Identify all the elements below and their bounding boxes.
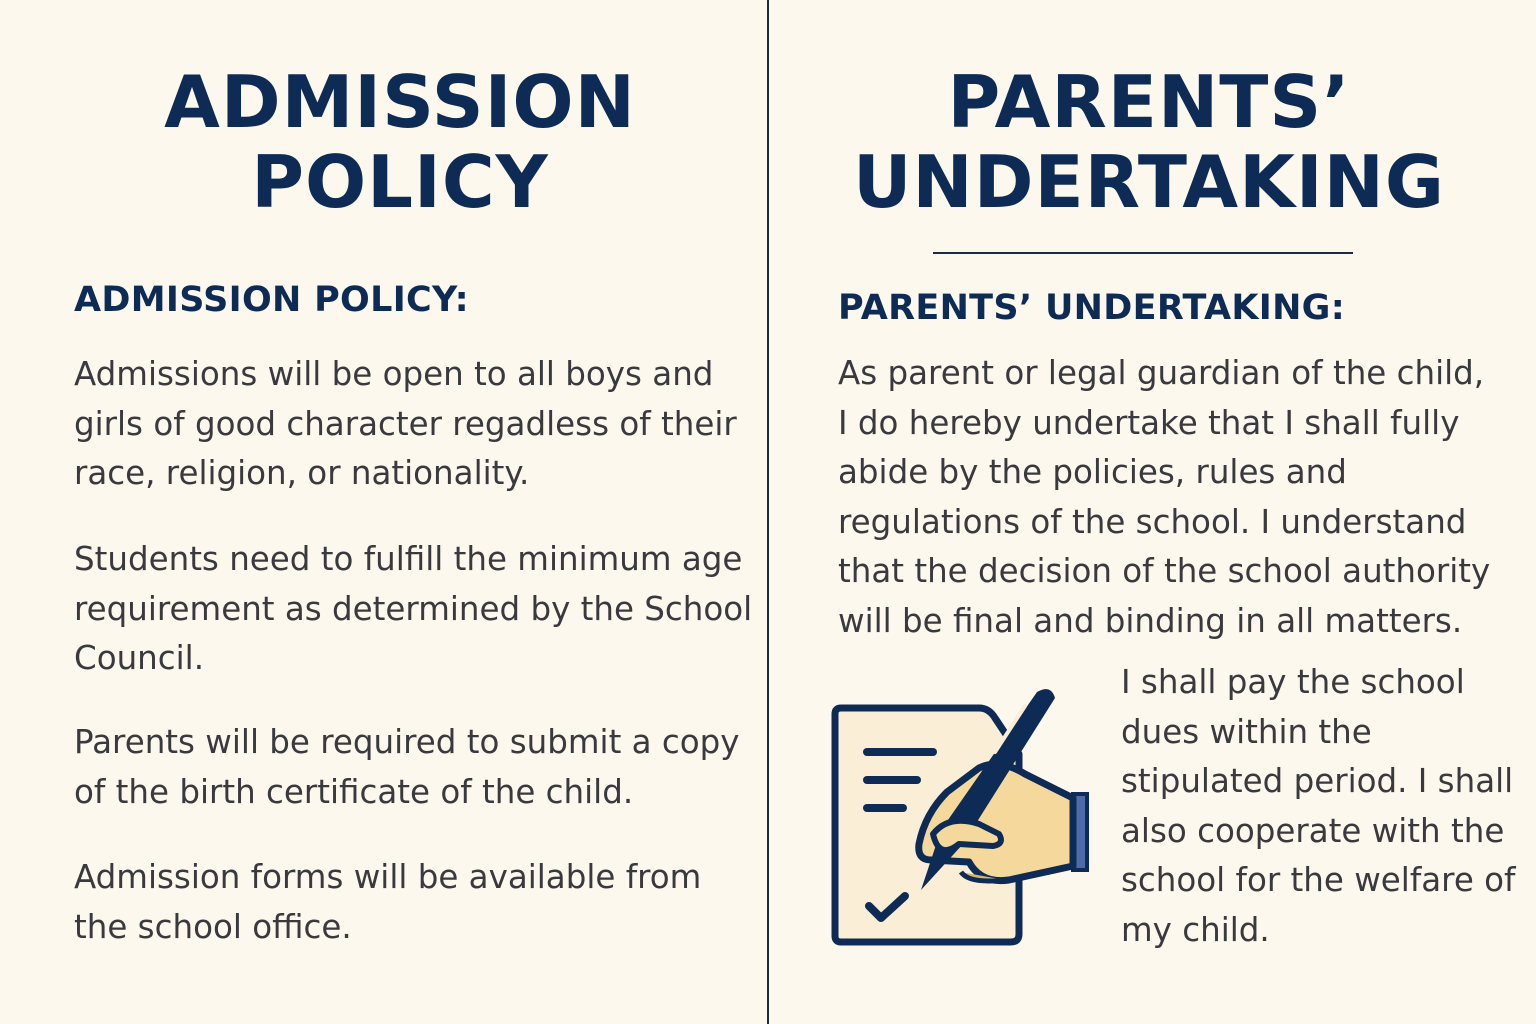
admission-paragraph-1: Admissions will be open to all boys and girls of good character regadless of their race, religion, or nationality. [74,355,737,492]
undertaking-paragraph-side: I shall pay the school dues within the stipulated period. I shall also cooperate with the school for the welfare of my child. [1121,663,1516,949]
admission-policy-subheading: ADMISSION POLICY: [74,280,469,320]
admission-paragraph-2: Students need to fulfill the minimum age requirement as determined by the School Council. [74,540,753,677]
title-line-1: ADMISSION [164,60,636,144]
title-line-2: UNDERTAKING [852,140,1446,224]
undertaking-paragraph-main: As parent or legal guardian of the child, I do hereby undertake that I shall fully abide by the policies, rules and regulations of the school. I understand that the decision of the school authority will be final and binding in all matters. [838,354,1491,640]
admission-paragraph-3: Parents will be required to submit a copy of the birth certificate of the child. [74,723,740,811]
parents-undertaking-subheading: PARENTS’ UNDERTAKING: [838,288,1345,328]
hand-signing-document-icon [829,684,1089,948]
parents-undertaking-title [769,62,1529,222]
admission-policy-title [0,62,800,222]
admission-paragraph-4: Admission forms will be available from the school office. [74,858,702,946]
title-underline-rule [933,252,1353,254]
title-line-1: PARENTS’ [947,60,1351,144]
title-line-2: POLICY [251,140,549,224]
